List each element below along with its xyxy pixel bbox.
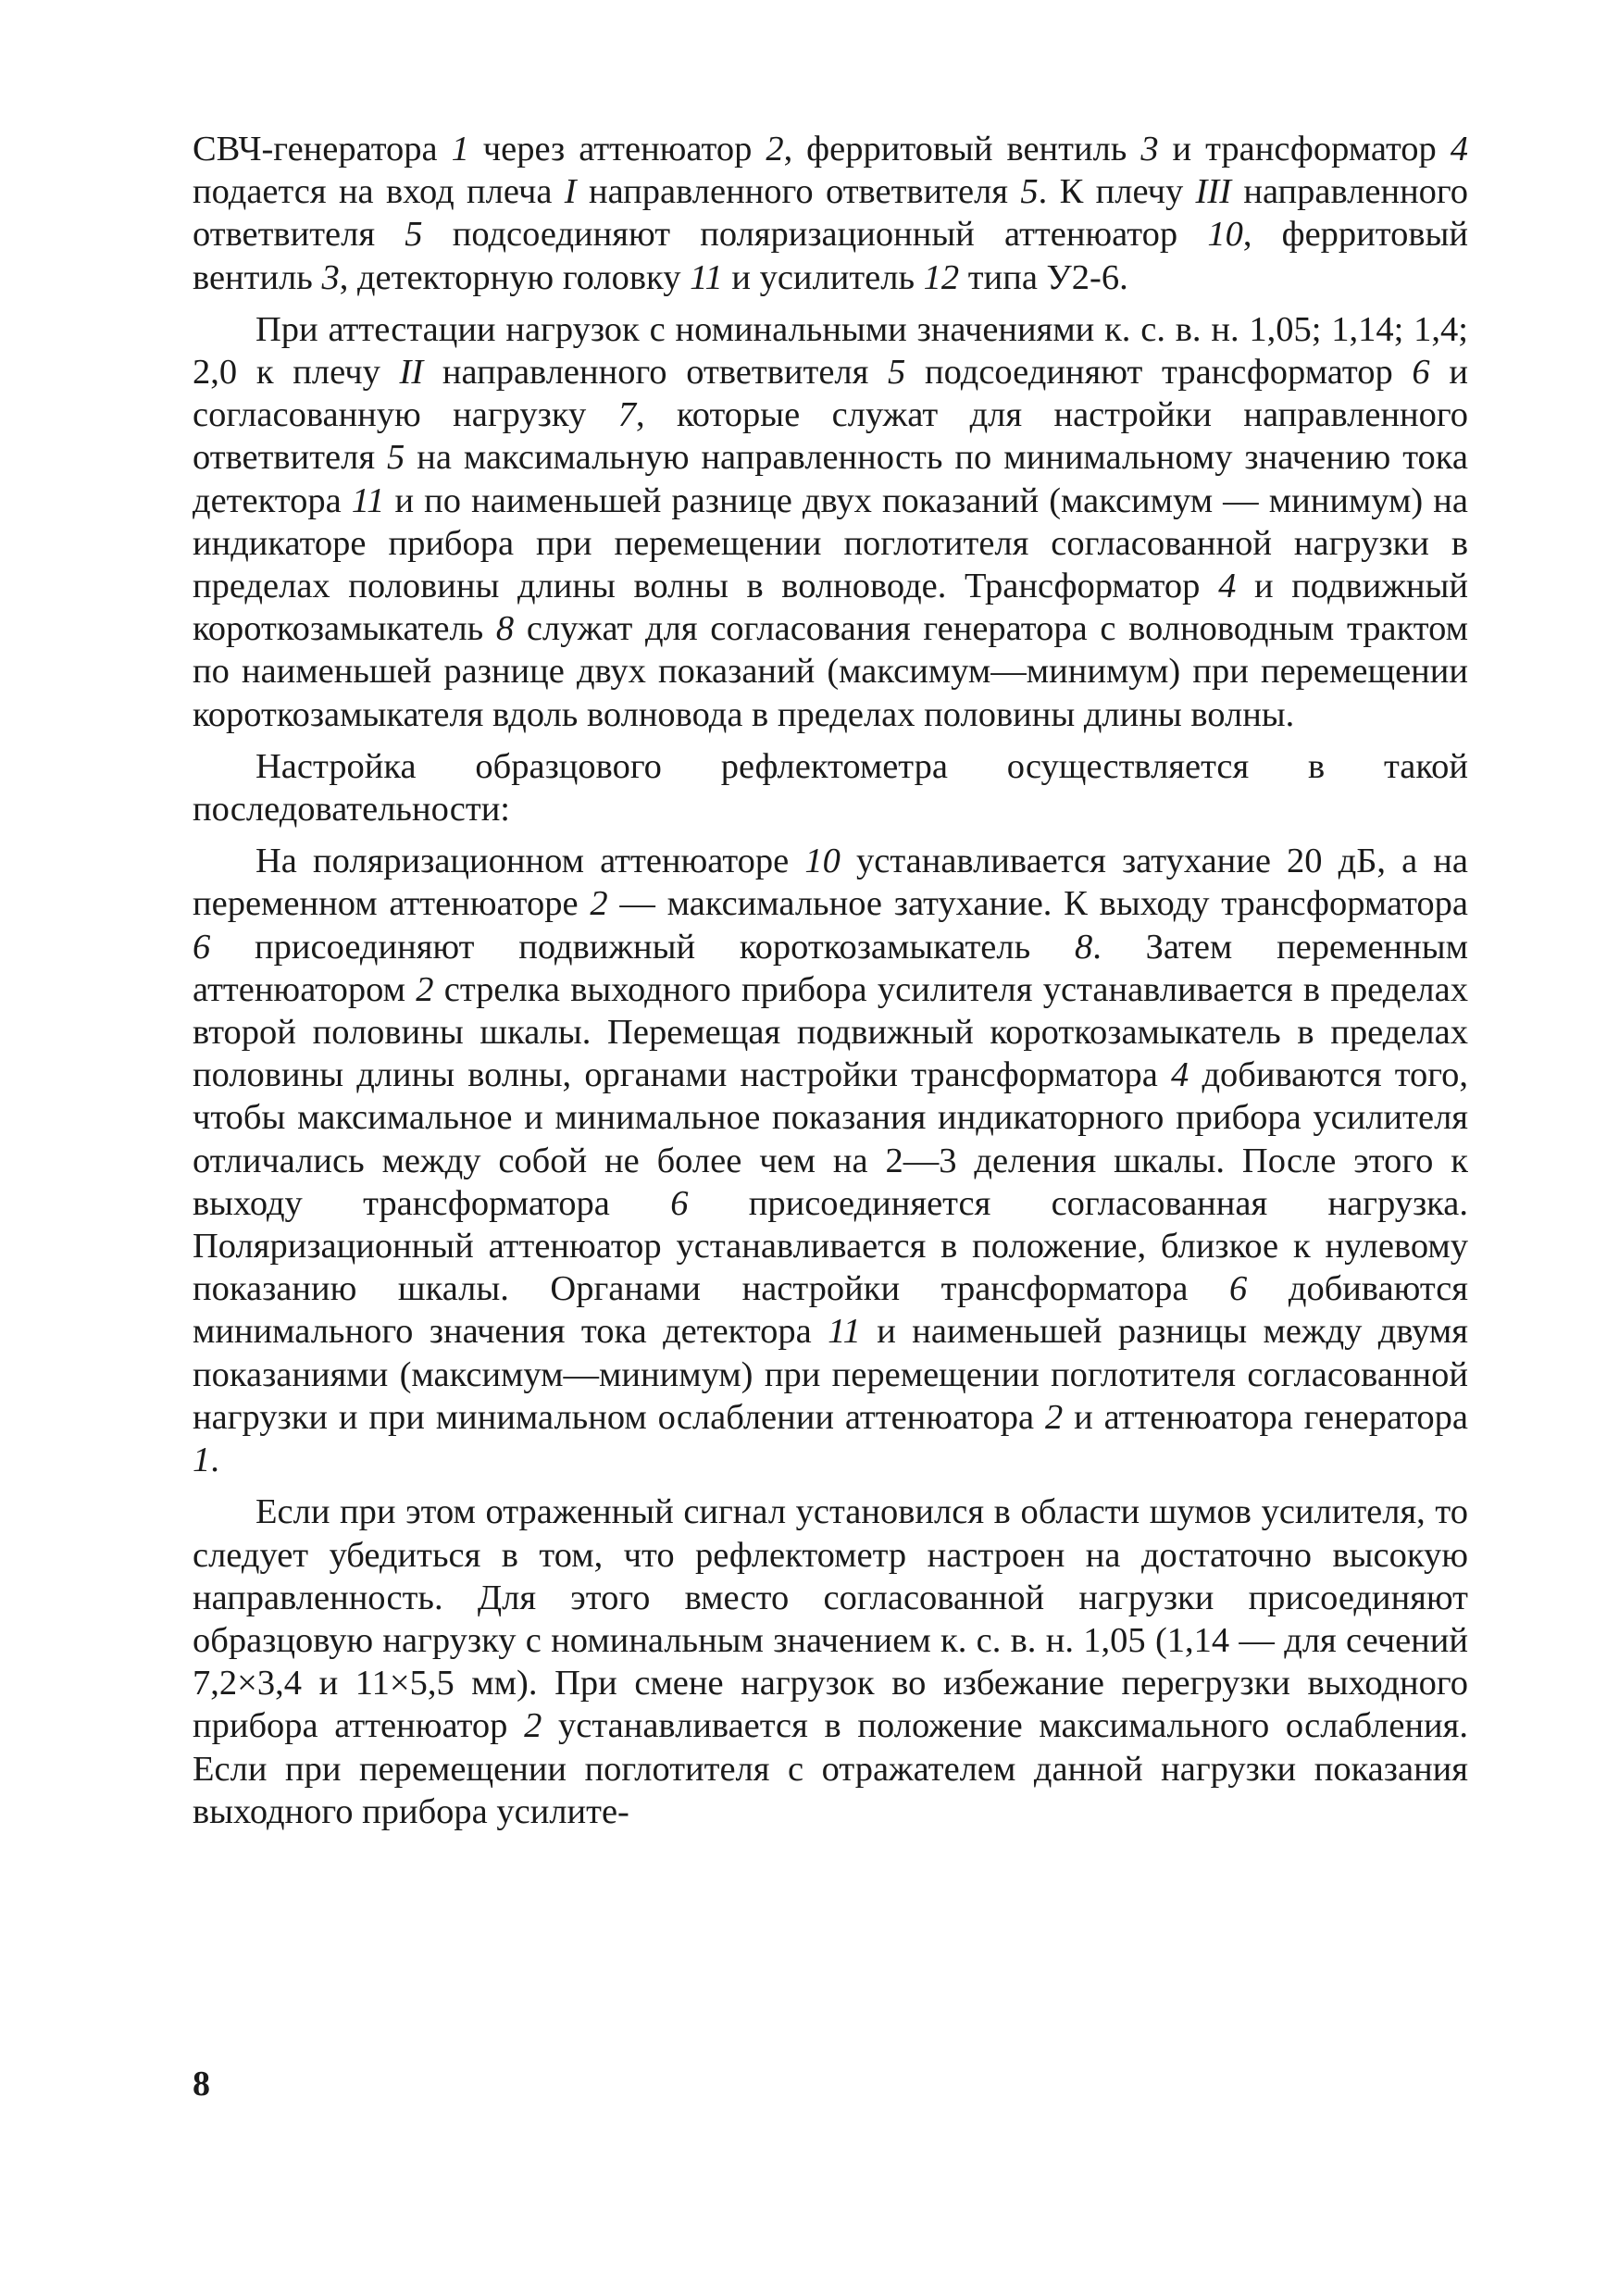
paragraph-1: СВЧ-генератора 1 через аттенюатор 2, ферритовый вентиль 3 и трансформатор 4 подается на вход плеча I направленного ответвителя 5. К плечу III направленного ответвителя 5 подсоединяют поляризационный аттенюатор 10, ферритовый вентиль 3, детекторную головку 11 и усилитель 12 типа У2-6. [193,130,1469,297]
paragraph-4: На поляризационном аттенюаторе 10 устанавливается затухание 20 дБ, а на переменном аттенюаторе 2 — максимальное затухание. К выходу трансформатора 6 присоединяют подвижный короткозамыкатель 8. Затем переменным аттенюатором 2 стрелка выходного прибора усилителя устанавливается в пределах второй половины шкалы. Перемещая подвижный короткозамыкатель в пределах половины длины волны, органами настройки трансформатора 4 добиваются того, чтобы максимальное и минимальное показания индикаторного прибора усилителя отличались между собой не более чем на 2—3 деления шкалы. После этого к выходу трансформатора 6 присоединяется согласованная нагрузка. Поляризационный аттенюатор устанавливается в положение, близкое к нулевому показанию шкалы. Органами настройки трансформатора 6 добиваются минимального значения тока детектора 11 и наименьшей разницы между двумя показаниями (максимум—минимум) при перемещении поглотителя согласованной нагрузки и при минимальном ослаблении аттенюатора 2 и аттенюатора генератора 1. [193,842,1469,1480]
paragraph-5: Если при этом отраженный сигнал установился в области шумов усилителя, то следует убедиться в том, что рефлектометр настроен на достаточно высокую направленность. Для этого вместо согласованной нагрузки присоединяют образцовую нагрузку с номинальным значением к. с. в. н. 1,05 (1,14 — для сечений 7,2×3,4 и 11×5,5 мм). При смене нагрузок во избежание перегрузки выходного прибора аттенюатор 2 устанавливается в положение максимального ослабления. Если при перемещении поглотителя с отражателем данной нагрузки показания выходного прибора усилите- [193,1492,1468,1831]
page-number: 8 [193,2065,210,2103]
paragraph-2: При аттестации нагрузок с номинальными значениями к. с. в. н. 1,05; 1,14; 1,4; 2,0 к плечу II направленного ответвителя 5 подсоединяют трансформатор 6 и согласованную нагрузку 7, которые служат для настройки направленного ответвителя 5 на максимальную направленность по минимальному значению тока детектора 11 и по наименьшей разнице двух показаний (максимум — минимум) на индикаторе прибора при перемещении поглотителя согласованной нагрузки в пределах половины длины волны в волноводе. Трансформатор 4 и подвижный короткозамыкатель 8 служат для согласования генератора с волноводным трактом по наименьшей разнице двух показаний (максимум—минимум) при перемещении короткозамыкателя вдоль волновода в пределах половины длины волны. [193,309,1468,734]
paragraph-3: Настройка образцового рефлектометра осуществляется в такой последовательности: [193,746,1468,830]
page-body [193,128,1468,1842]
